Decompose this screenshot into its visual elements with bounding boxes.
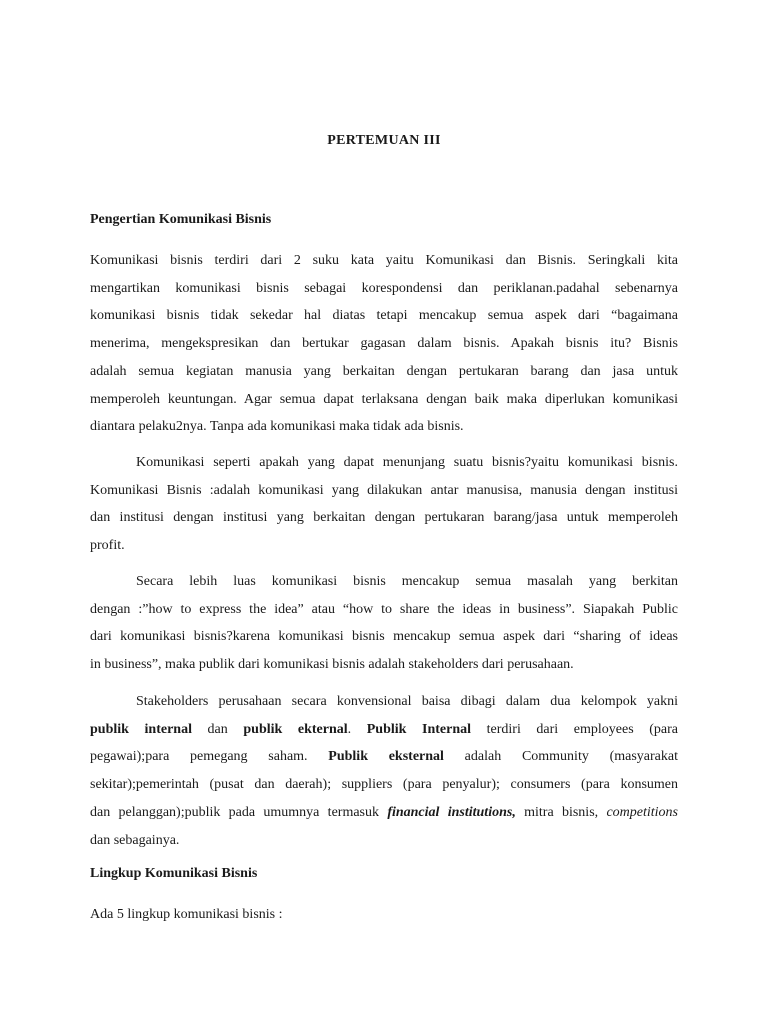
text-line: sekitar);pemerintah (pusat dan daerah); suppliers (para penyalur); consumers (para konsumen — [90, 777, 678, 793]
text-line: dengan :”how to express the idea” atau “how to share the ideas in business”. Siapakah Public — [90, 601, 678, 617]
text-line: dari komunikasi bisnis?karena komunikasi bisnis mencakup semua aspek dari “sharing of ideas — [90, 629, 678, 645]
text-line — [90, 716, 678, 744]
bold-term: publik internal — [90, 721, 192, 737]
text-run: adalah Community (masyarakat — [443, 749, 678, 765]
text-line: menerima, mengekspresikan dan bertukar gagasan dalam bisnis. Apakah bisnis itu? Bisnis — [90, 336, 678, 352]
text-line: memperoleh keuntungan. Agar semua dapat terlaksana dengan baik maka diperlukan komunikasi — [90, 391, 678, 407]
text-line: adalah semua kegiatan manusia yang berkaitan dengan pertukaran barang dan jasa untuk — [90, 363, 678, 379]
text-line: Komunikasi bisnis terdiri dari 2 suku kata yaitu Komunikasi dan Bisnis. Seringkali kita — [90, 253, 678, 268]
text-line — [90, 799, 678, 827]
text-line: Secara lebih luas komunikasi bisnis mencakup semua masalah yang berkitan — [136, 574, 678, 589]
text-line: mengartikan komunikasi bisnis sebagai korespondensi dan periklanan.padahal sebenarnya — [90, 280, 678, 296]
text-line: dan institusi dengan institusi yang berkaitan dengan pertukaran barang/jasa untuk memperoleh — [90, 510, 678, 526]
paragraph-3 — [90, 568, 678, 679]
text-line: profit. — [90, 538, 125, 554]
text-line — [90, 743, 678, 771]
text-line: Komunikasi seperti apakah yang dapat menunjang suatu bisnis?yaitu komunikasi bisnis. — [136, 455, 678, 470]
text-run: dan — [191, 721, 244, 737]
text-run: terdiri dari employees (para — [471, 721, 678, 737]
text-line: Ada 5 lingkup komunikasi bisnis : — [90, 907, 283, 922]
paragraph-2 — [90, 449, 678, 560]
bold-italic-term: financial institutions, — [387, 804, 516, 820]
text-line: dan sebagainya. — [90, 832, 180, 848]
text-run: dan pelanggan);publik pada umumnya termasuk — [90, 804, 388, 820]
page-title: PERTEMUAN III — [327, 133, 441, 148]
paragraph-1 — [90, 247, 678, 441]
section-heading-lingkup: Lingkup Komunikasi Bisnis — [90, 866, 258, 881]
text-line: Komunikasi Bisnis :adalah komunikasi yang dilakukan antar manusisa, manusia dengan institusi — [90, 482, 678, 498]
paragraph-4 — [90, 688, 678, 854]
italic-term: competitions — [606, 804, 678, 820]
text-line: komunikasi bisnis tidak sekedar hal diatas tetapi mencakup semua aspek dari “bagaimana — [90, 308, 678, 324]
text-run: . — [347, 721, 367, 737]
bold-term: Publik eksternal — [328, 749, 444, 765]
section-heading-pengertian: Pengertian Komunikasi Bisnis — [90, 212, 272, 227]
text-line: Stakeholders perusahaan secara konvensional baisa dibagi dalam dua kelompok yakni — [136, 694, 678, 709]
bold-term: publik ekternal — [243, 721, 348, 737]
paragraph-5 — [90, 901, 678, 929]
text-line: diantara pelaku2nya. Tanpa ada komunikasi maka tidak ada bisnis. — [90, 419, 464, 435]
text-line: in business”, maka publik dari komunikasi bisnis adalah stakeholders dari perusahaan. — [90, 657, 574, 673]
text-run: mitra bisnis, — [515, 804, 607, 820]
text-run: pegawai);para pemegang saham. — [90, 749, 329, 765]
bold-term: Publik Internal — [366, 721, 472, 737]
